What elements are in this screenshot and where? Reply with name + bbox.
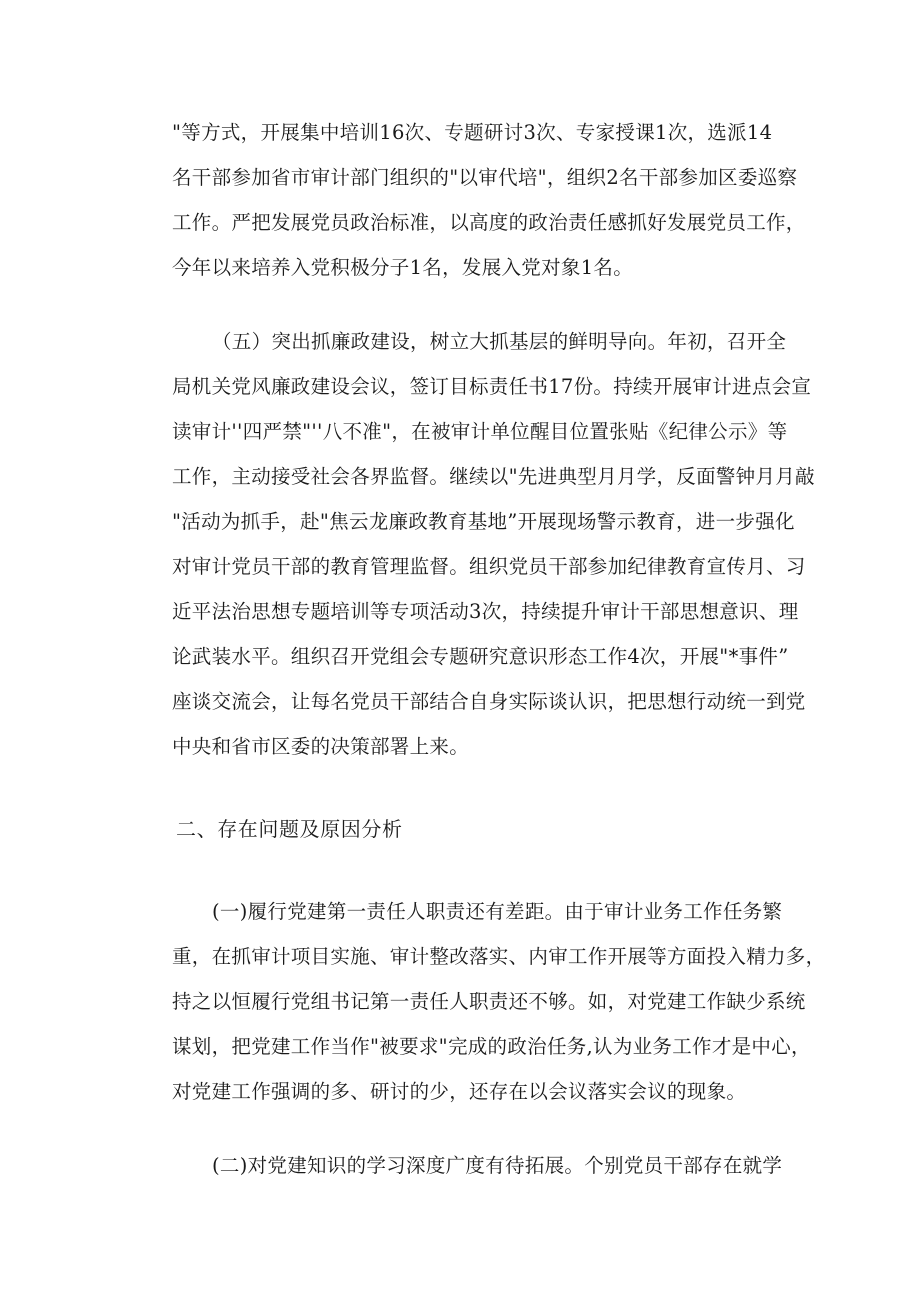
para-intro-line-3: 工作。严把发展党员政治标准，以高度的政治责任感抓好发展党员工作， [172, 211, 806, 234]
para-five-line-2: 局机关党风廉政建设会议，签订目标责任书17份。持续开展审计进点会宣 [172, 375, 812, 398]
para-two-one-line-4: 谋划，把党建工作当作"被要求"完成的政治任务,认为业务工作才是中心， [172, 1035, 811, 1058]
para-five-line-4: 工作，主动接受社会各界监督。继续以"先进典型月月学，反面警钟月月敲 [172, 465, 815, 488]
para-five-line-9: 座谈交流会，让每名党员干部结合自身实际谈认识，把思想行动统一到党 [172, 690, 806, 713]
para-five-line-6: 对审计党员干部的教育管理监督。组织党员干部参加纪律教育宣传月、习 [172, 555, 806, 578]
para-two-one-line-1: (一)履行党建第一责任人职责还有差距。由于审计业务工作任务繁 [212, 900, 783, 923]
para-five-line-3: 读审计''四严禁"''八不准"，在被审计单位醒目位置张贴《纪律公示》等 [172, 420, 788, 443]
para-five-line-7: 近平法治思想专题培训等专项活动3次，持续提升审计干部思想意识、理 [172, 600, 799, 623]
para-two-two-line-1: (二)对党建知识的学习深度广度有待拓展。个别党员干部存在就学 [212, 1154, 783, 1177]
para-two-one-line-2: 重，在抓审计项目实施、审计整改落实、内审工作开展等方面投入精力多， [172, 945, 826, 968]
para-five-line-1: （五）突出抓廉政建设，树立大抓基层的鲜明导向。年初，召开全 [212, 330, 787, 353]
para-intro-line-1: "等方式，开展集中培训16次、专题研讨3次、专家授课1次，选派14 [172, 121, 773, 144]
para-two-one-line-3: 持之以恒履行党组书记第一责任人职责还不够。如，对党建工作缺少系统 [172, 990, 806, 1013]
para-five-line-5: "活动为抓手，赴"焦云龙廉政教育基地”开展现场警示教育，进一步强化 [172, 510, 795, 533]
para-five-line-10: 中央和省市区委的决策部署上来。 [172, 735, 470, 758]
section-heading-problems: 二、存在问题及原因分析 [176, 817, 403, 841]
para-two-one-line-5: 对党建工作强调的多、研讨的少，还存在以会议落实会议的现象。 [172, 1080, 747, 1103]
para-intro-line-2: 名干部参加省市审计部门组织的"以审代培"，组织2名干部参加区委巡察 [172, 166, 798, 189]
para-five-line-8: 论武装水平。组织召开党组会专题研究意识形态工作4次，开展"*事件” [172, 645, 789, 668]
para-intro-line-4: 今年以来培养入党积极分子1名，发展入党对象1名。 [172, 256, 634, 279]
